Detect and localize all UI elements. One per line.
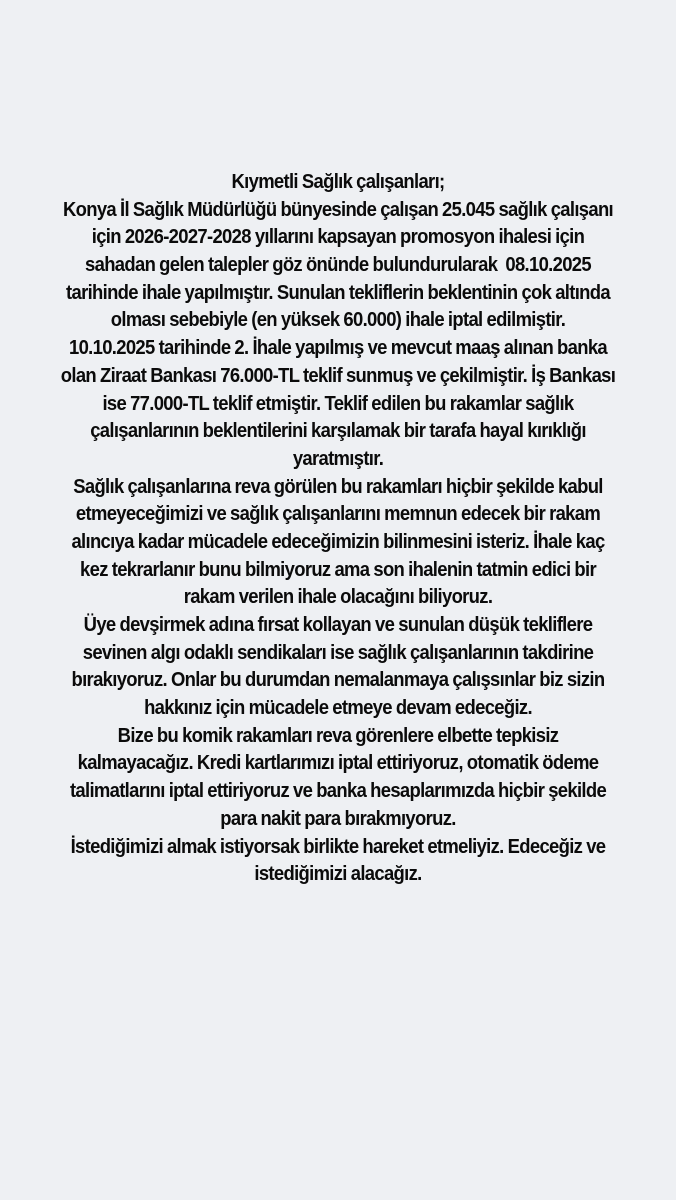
text-line: talimatlarını iptal ettiriyoruz ve banka hesaplarımızda hiçbir şekilde — [69, 779, 607, 803]
text-line: olan Ziraat Bankası 76.000-TL teklif sunmuş ve çekilmiştir. İş Bankası — [60, 363, 616, 387]
text-line: ise 77.000-TL teklif etmiştir. Teklif edilen bu rakamlar sağlık — [102, 391, 574, 415]
greeting-line: Kıymetli Sağlık çalışanları; — [231, 170, 445, 193]
text-line: kalmayacağız. Kredi kartlarımızı iptal ettiriyoruz, otomatik ödeme — [77, 751, 599, 775]
text-line: yaratmıştır. — [292, 446, 384, 470]
text-line: 10.10.2025 tarihinde 2. İhale yapılmış ve mevcut maaş alınan banka — [68, 336, 608, 360]
text-line: hakkınız için mücadele etmeye devam edeceğiz. — [144, 696, 532, 720]
text-line: kez tekrarlanır bunu bilmiyoruz ama son ihalenin tatmin edici bir — [80, 557, 596, 581]
text-line: tarihinde ihale yapılmıştır. Sunulan tekliflerin beklentinin çok altında — [66, 280, 610, 304]
text-line: sahadan gelen talepler göz önünde bulundurularak 08.10.2025 — [85, 253, 591, 277]
text-line: Üye devşirmek adına fırsat kollayan ve sunulan düşük tekliflere — [83, 613, 593, 636]
text-line: olması sebebiyle (en yüksek 60.000) ihale iptal edilmiştir. — [110, 308, 566, 332]
text-line: Konya İl Sağlık Müdürlüğü bünyesinde çalışan 25.045 sağlık çalışanı — [63, 197, 613, 221]
announcement-text — [34, 168, 642, 888]
text-line: etmeyeceğimizi ve sağlık çalışanlarını memnun edecek bir rakam — [75, 502, 601, 526]
text-line: bırakıyoruz. Onlar bu durumdan nemalanmaya çalışsınlar biz sizin — [71, 668, 605, 692]
text-line: para nakit para bırakmıyoruz. — [220, 806, 456, 830]
text-line: Sağlık çalışanlarına reva görülen bu rakamları hiçbir şekilde kabul — [73, 474, 603, 498]
text-line: sevinen algı odaklı sendikaları ise sağlık çalışanlarının takdirine — [82, 640, 594, 664]
text-line: istediğimizi alacağız. — [254, 862, 422, 886]
text-line: İstediğimizi almak istiyorsak birlikte hareket etmeliyiz. Edeceğiz ve — [70, 834, 606, 858]
text-line: Bize bu komik rakamları reva görenlere elbette tepkisiz — [117, 723, 559, 747]
text-line: rakam verilen ihale olacağını biliyoruz. — [183, 585, 493, 609]
text-line: için 2026-2027-2028 yıllarını kapsayan promosyon ihalesi için — [91, 225, 585, 249]
text-line: çalışanlarının beklentilerini karşılamak bir tarafa hayal kırıklığı — [90, 419, 586, 443]
text-line: alıncıya kadar mücadele edeceğimizin bilinmesini isteriz. İhale kaç — [71, 529, 605, 553]
